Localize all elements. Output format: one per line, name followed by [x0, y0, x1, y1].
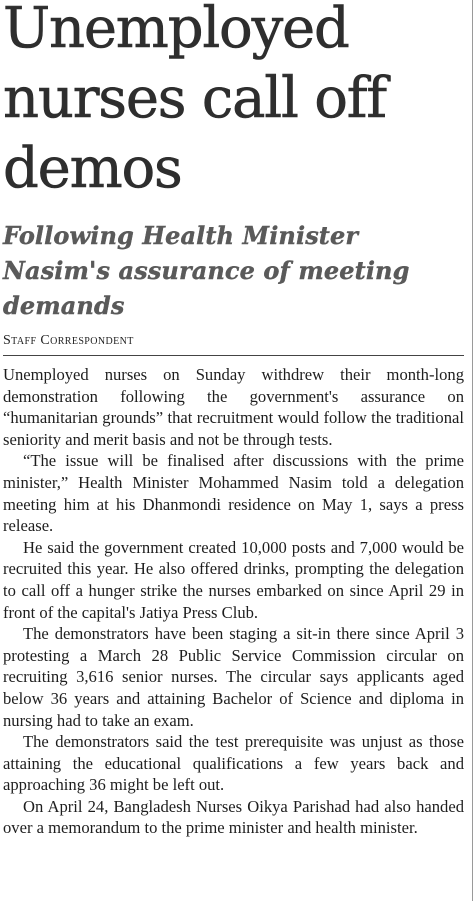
column-rule [472, 0, 473, 901]
byline: Staff Correspondent [3, 333, 134, 348]
article-body [3, 364, 464, 839]
byline-divider [3, 355, 464, 356]
paragraph-3: He said the government created 10,000 posts and 7,000 would be recruited this year. He also offered drinks, prompting the delegation to call off a hunger strike the nurses embarked on since April 29 in front of the capital's Jatiya Press Club. [3, 537, 464, 622]
paragraph-6: On April 24, Bangladesh Nurses Oikya Parishad had also handed over a memorandum to the prime minister and health minister. [3, 796, 464, 838]
paragraph-2: “The issue will be finalised after discussions with the prime minister,” Health Minister Mohammed Nasim told a delegation meeting him at his Dhanmondi residence on May 1, says a press release. [3, 451, 464, 536]
paragraph-4: The demonstrators have been staging a sit-in there since April 3 protesting a March 28 Public Service Commission circular on recruiting 3,616 senior nurses. The circular says applicants aged below 36 years and attaining Bachelor of Science and diploma in nursing had to take an exam. [3, 624, 464, 730]
paragraph-1: Unemployed nurses on Sunday withdrew their month-long demonstration following the government's assurance on “humanitarian grounds” that recruitment would follow the traditional seniority and merit basis and not be through tests. [3, 365, 464, 449]
subheadline: Following Health Minister Nasim's assurance of meeting demands [3, 221, 410, 320]
paragraph-5: The demonstrators said the test prerequisite was unjust as those attaining the educational qualifications a few years back and approaching 36 might be left out. [3, 732, 464, 795]
news-article [3, 0, 464, 839]
headline: Unemployed nurses call off demos [3, 0, 386, 201]
